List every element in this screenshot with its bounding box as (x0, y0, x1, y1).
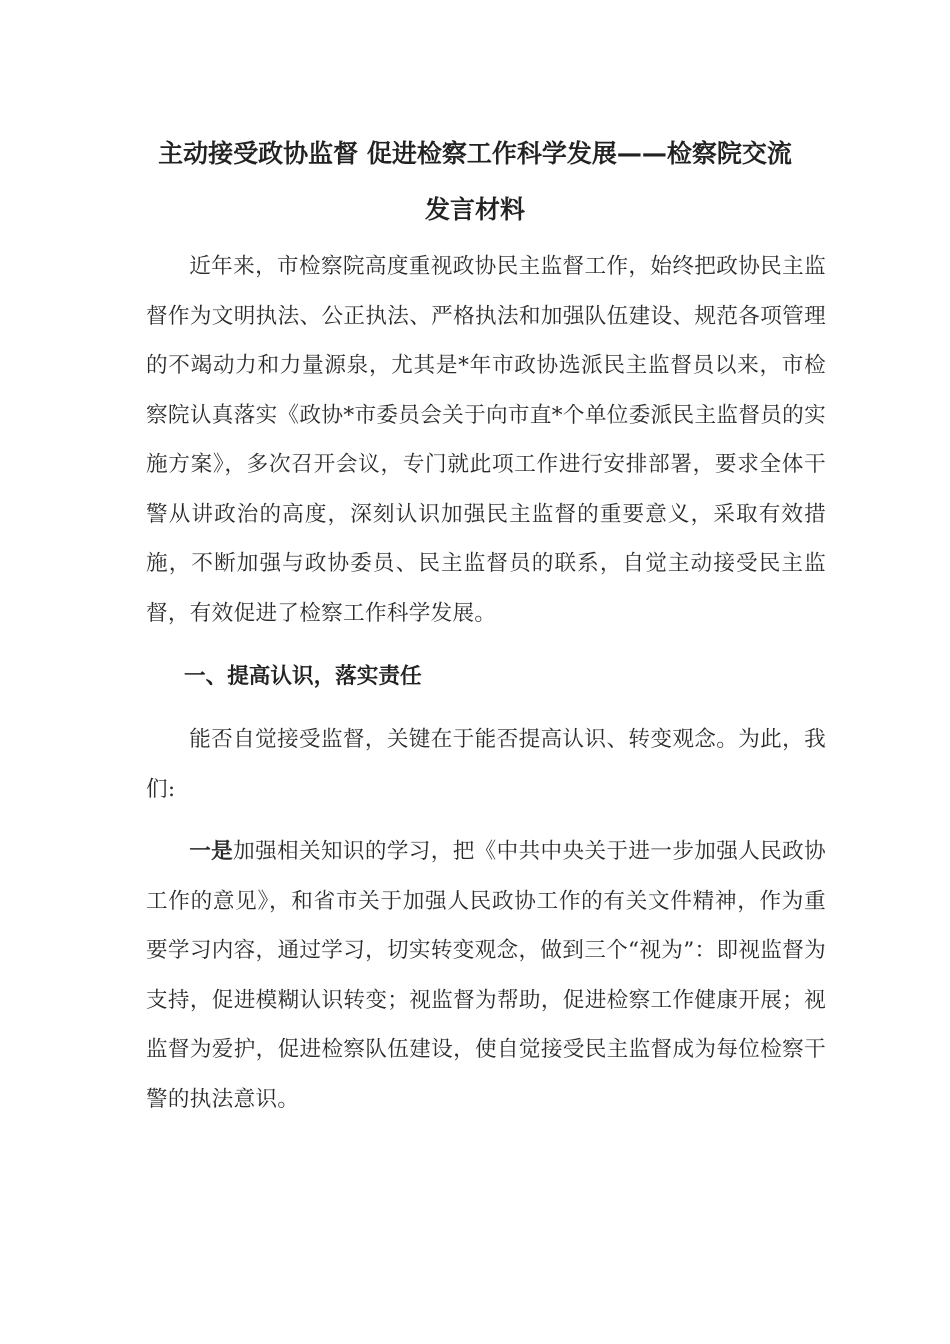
document-title (130, 126, 820, 238)
title-line-2: 发言材料 (424, 195, 525, 224)
paragraph-intro: 近年来，市检察院高度重视政协民主监督工作，始终把政协民主监督作为文明执法、公正执法、严格执法和加强队伍建设、规范各项管理的不竭动力和力量源泉，尤其是*年市政协选派民主监督员以来，市检察院认真落实《政协*市委员会关于向市直*个单位委派民主监督员的实施方案》，多次召开会议，专门就此项工作进行安排部署，要求全体干警从讲政治的高度，深刻认识加强民主监督的重要意义，采取有效措施，不断加强与政协委员、民主监督员的联系，自觉主动接受民主监督，有效促进了检察工作科学发展。 (146, 254, 826, 626)
section-heading-1: 一、提高认识，落实责任 (184, 664, 422, 689)
point-one-lead: 一是 (189, 839, 234, 864)
point-one-text: 加强相关知识的学习，把《中共中央关于进一步加强人民政协工作的意见》，和省市关于加强人民政协工作的有关文件精神，作为重要学习内容，通过学习，切实转变观念，做到三个“视为”：即视监督为支持，促进模糊认识转变；视监督为帮助，促进检察工作健康开展；视监督为爱护，促进检察队伍建设，使自觉接受民主监督成为每位检察干警的执法意识。 (146, 839, 826, 1112)
paragraph-awareness: 能否自觉接受监督，关键在于能否提高认识、转变观念。为此，我们: (146, 727, 826, 802)
title-line-1: 主动接受政协监督 促进检察工作科学发展——检察院交流 (158, 139, 792, 168)
paragraph-point-one (146, 827, 826, 1124)
